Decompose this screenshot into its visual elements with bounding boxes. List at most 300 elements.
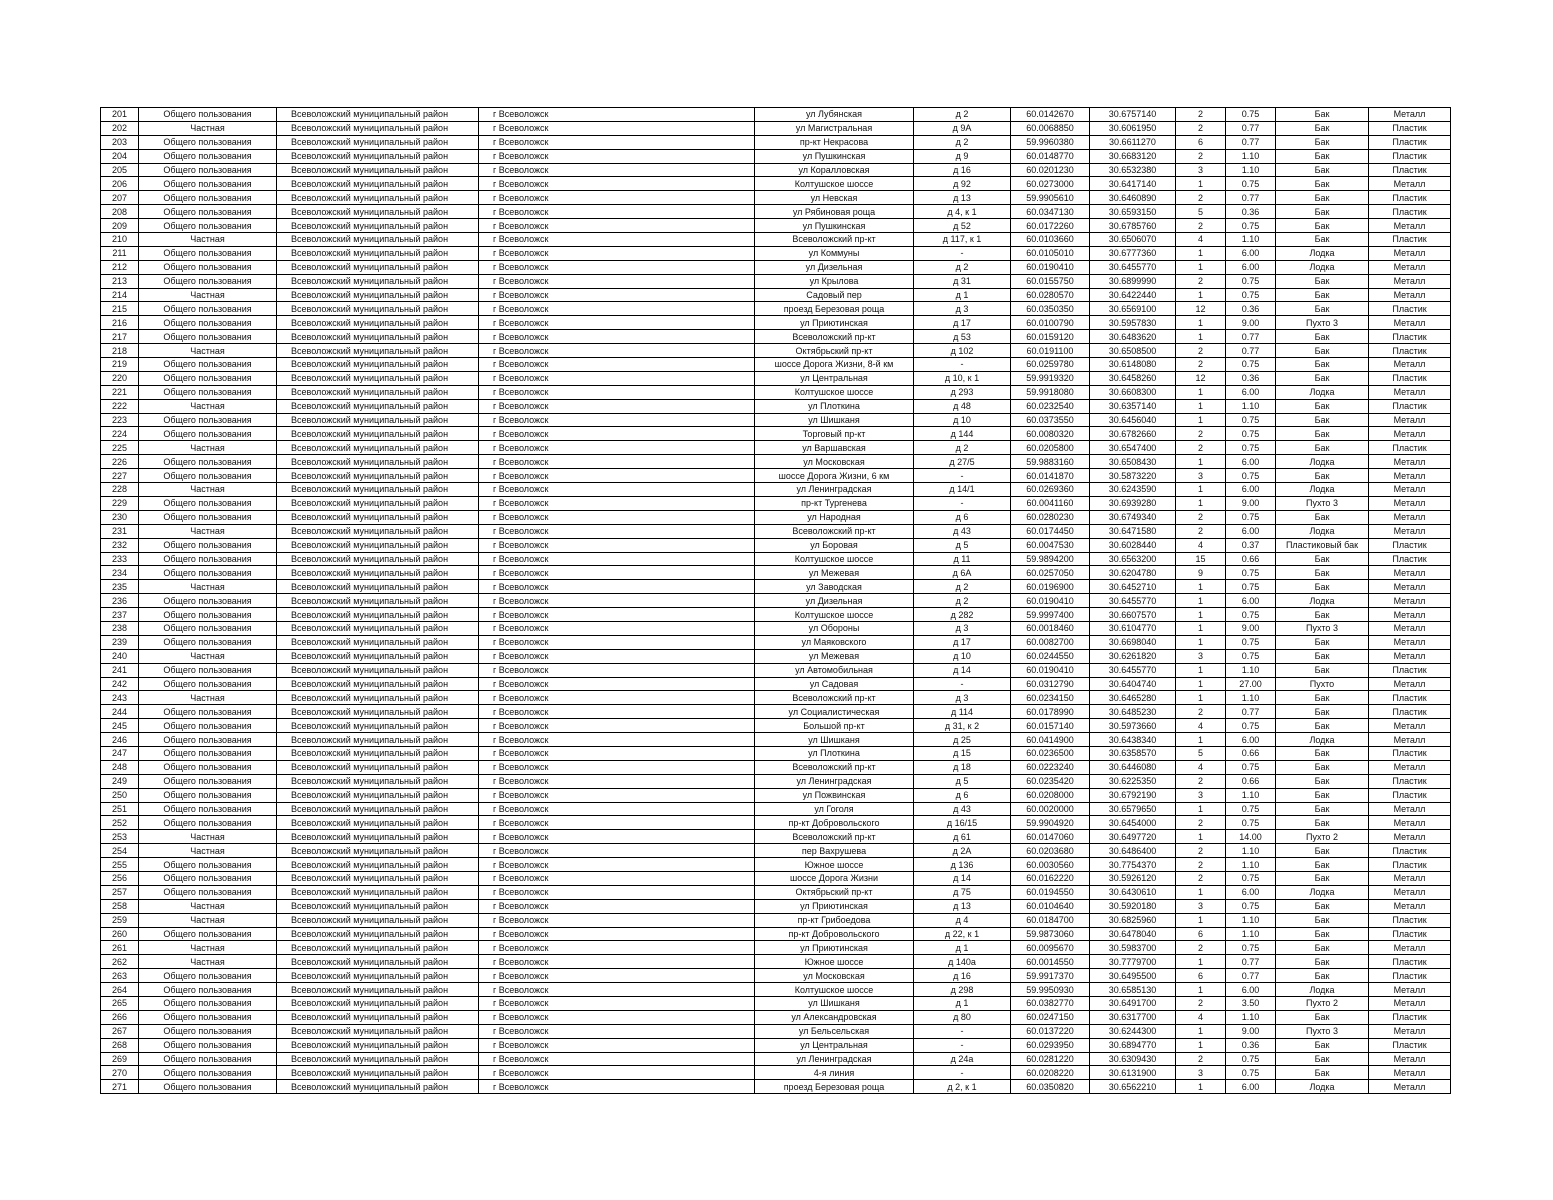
cell-latitude: 60.0350350 (1011, 302, 1090, 316)
cell-street: ул Рябиновая роща (755, 205, 914, 219)
cell-district: Всеволожский муниципальный район (277, 1066, 479, 1080)
cell-container-type: Бак (1276, 274, 1369, 288)
cell-city: г Всеволожск (479, 941, 755, 955)
cell-number: 238 (101, 621, 139, 635)
cell-volume: 0.75 (1226, 413, 1276, 427)
cell-house: д 53 (914, 330, 1011, 344)
cell-district: Всеволожский муниципальный район (277, 899, 479, 913)
cell-container-type: Лодка (1276, 385, 1369, 399)
cell-house: - (914, 677, 1011, 691)
cell-number: 228 (101, 483, 139, 497)
cell-street: ул Приютинская (755, 941, 914, 955)
cell-number: 203 (101, 135, 139, 149)
cell-count: 12 (1176, 302, 1226, 316)
cell-district: Всеволожский муниципальный район (277, 1052, 479, 1066)
cell-ownership: Общего пользования (139, 1080, 277, 1094)
table-row (101, 997, 1451, 1011)
cell-container-type: Бак (1276, 330, 1369, 344)
cell-street: пр-кт Тургенева (755, 496, 914, 510)
cell-latitude: 59.9904920 (1011, 816, 1090, 830)
cell-count: 9 (1176, 566, 1226, 580)
cell-street: ул Приютинская (755, 899, 914, 913)
cell-count: 12 (1176, 371, 1226, 385)
cell-city: г Всеволожск (479, 121, 755, 135)
cell-material: Металл (1369, 594, 1451, 608)
cell-street: ул Шишканя (755, 413, 914, 427)
cell-street: Колтушское шоссе (755, 608, 914, 622)
cell-latitude: 60.0235420 (1011, 774, 1090, 788)
cell-container-type: Бак (1276, 788, 1369, 802)
cell-count: 4 (1176, 538, 1226, 552)
cell-volume: 0.75 (1226, 719, 1276, 733)
cell-longitude: 30.6749340 (1090, 510, 1176, 524)
cell-city: г Всеволожск (479, 496, 755, 510)
cell-city: г Всеволожск (479, 621, 755, 635)
cell-volume: 6.00 (1226, 885, 1276, 899)
cell-count: 1 (1176, 733, 1226, 747)
cell-count: 15 (1176, 552, 1226, 566)
cell-house: д 2 (914, 135, 1011, 149)
cell-volume: 9.00 (1226, 316, 1276, 330)
cell-material: Металл (1369, 510, 1451, 524)
cell-longitude: 30.6483620 (1090, 330, 1176, 344)
cell-number: 208 (101, 205, 139, 219)
cell-house: д 1 (914, 997, 1011, 1011)
table-row (101, 121, 1451, 135)
cell-count: 2 (1176, 121, 1226, 135)
cell-ownership: Общего пользования (139, 219, 277, 233)
cell-latitude: 60.0104640 (1011, 899, 1090, 913)
cell-house: д 6 (914, 788, 1011, 802)
cell-longitude: 30.6357140 (1090, 399, 1176, 413)
cell-district: Всеволожский муниципальный район (277, 746, 479, 760)
cell-number: 230 (101, 510, 139, 524)
cell-longitude: 30.5920180 (1090, 899, 1176, 913)
cell-longitude: 30.6683120 (1090, 149, 1176, 163)
cell-longitude: 30.6225350 (1090, 774, 1176, 788)
cell-city: г Всеволожск (479, 149, 755, 163)
cell-latitude: 60.0137220 (1011, 1024, 1090, 1038)
cell-city: г Всеволожск (479, 746, 755, 760)
cell-house: д 117, к 1 (914, 233, 1011, 247)
cell-latitude: 60.0174450 (1011, 524, 1090, 538)
table-row (101, 552, 1451, 566)
cell-container-type: Бак (1276, 955, 1369, 969)
cell-material: Пластик (1369, 746, 1451, 760)
cell-container-type: Бак (1276, 205, 1369, 219)
cell-city: г Всеволожск (479, 983, 755, 997)
data-sheet (100, 107, 1450, 1094)
cell-city: г Всеволожск (479, 358, 755, 372)
cell-number: 210 (101, 233, 139, 247)
cell-ownership: Общего пользования (139, 997, 277, 1011)
cell-street: ул Бельсельская (755, 1024, 914, 1038)
cell-city: г Всеволожск (479, 1010, 755, 1024)
cell-house: д 298 (914, 983, 1011, 997)
cell-number: 231 (101, 524, 139, 538)
cell-longitude: 30.6454000 (1090, 816, 1176, 830)
cell-street: пр-кт Добровольского (755, 816, 914, 830)
cell-volume: 6.00 (1226, 483, 1276, 497)
cell-ownership: Общего пользования (139, 788, 277, 802)
cell-street: пер Вахрушева (755, 844, 914, 858)
cell-count: 1 (1176, 399, 1226, 413)
cell-volume: 0.75 (1226, 941, 1276, 955)
table-row (101, 288, 1451, 302)
cell-material: Металл (1369, 413, 1451, 427)
cell-number: 240 (101, 649, 139, 663)
cell-ownership: Общего пользования (139, 177, 277, 191)
cell-house: - (914, 358, 1011, 372)
cell-street: шоссе Дорога Жизни, 6 км (755, 469, 914, 483)
cell-number: 264 (101, 983, 139, 997)
cell-latitude: 59.9960380 (1011, 135, 1090, 149)
cell-number: 221 (101, 385, 139, 399)
cell-number: 233 (101, 552, 139, 566)
cell-longitude: 30.6243590 (1090, 483, 1176, 497)
cell-city: г Всеволожск (479, 733, 755, 747)
cell-ownership: Общего пользования (139, 969, 277, 983)
cell-material: Пластик (1369, 121, 1451, 135)
cell-district: Всеволожский муниципальный район (277, 1080, 479, 1094)
cell-count: 1 (1176, 635, 1226, 649)
cell-longitude: 30.6422440 (1090, 288, 1176, 302)
cell-count: 1 (1176, 483, 1226, 497)
cell-ownership: Общего пользования (139, 635, 277, 649)
cell-count: 1 (1176, 1080, 1226, 1094)
cell-street: ул Ленинградская (755, 774, 914, 788)
cell-district: Всеволожский муниципальный район (277, 163, 479, 177)
table-row (101, 358, 1451, 372)
cell-material: Пластик (1369, 538, 1451, 552)
cell-container-type: Пухто 3 (1276, 316, 1369, 330)
cell-longitude: 30.6456040 (1090, 413, 1176, 427)
cell-street: Южное шоссе (755, 955, 914, 969)
cell-volume: 0.75 (1226, 274, 1276, 288)
cell-container-type: Бак (1276, 802, 1369, 816)
cell-city: г Всеволожск (479, 1066, 755, 1080)
cell-number: 236 (101, 594, 139, 608)
cell-volume: 0.36 (1226, 205, 1276, 219)
cell-material: Пластик (1369, 233, 1451, 247)
table-row (101, 927, 1451, 941)
cell-number: 258 (101, 899, 139, 913)
cell-house: д 144 (914, 427, 1011, 441)
cell-house: д 11 (914, 552, 1011, 566)
cell-house: д 14 (914, 663, 1011, 677)
table-row (101, 469, 1451, 483)
cell-container-type: Бак (1276, 552, 1369, 566)
cell-city: г Всеволожск (479, 677, 755, 691)
cell-volume: 0.66 (1226, 746, 1276, 760)
cell-city: г Всеволожск (479, 427, 755, 441)
cell-city: г Всеволожск (479, 705, 755, 719)
cell-latitude: 60.0347130 (1011, 205, 1090, 219)
cell-container-type: Бак (1276, 233, 1369, 247)
cell-city: г Всеволожск (479, 135, 755, 149)
cell-count: 1 (1176, 983, 1226, 997)
cell-container-type: Бак (1276, 760, 1369, 774)
cell-ownership: Общего пользования (139, 802, 277, 816)
cell-street: ул Садовая (755, 677, 914, 691)
cell-house: д 14 (914, 871, 1011, 885)
cell-latitude: 60.0020000 (1011, 802, 1090, 816)
cell-number: 268 (101, 1038, 139, 1052)
cell-number: 259 (101, 913, 139, 927)
cell-house: д 5 (914, 774, 1011, 788)
cell-longitude: 30.6452710 (1090, 580, 1176, 594)
cell-number: 225 (101, 441, 139, 455)
cell-ownership: Общего пользования (139, 552, 277, 566)
cell-street: ул Пожвинская (755, 788, 914, 802)
cell-volume: 6.00 (1226, 1080, 1276, 1094)
cell-district: Всеволожский муниципальный район (277, 830, 479, 844)
cell-volume: 0.36 (1226, 371, 1276, 385)
cell-container-type: Бак (1276, 121, 1369, 135)
cell-material: Пластик (1369, 552, 1451, 566)
table-row (101, 1024, 1451, 1038)
cell-longitude: 30.6508430 (1090, 455, 1176, 469)
cell-volume: 6.00 (1226, 594, 1276, 608)
cell-longitude: 30.6611270 (1090, 135, 1176, 149)
cell-latitude: 60.0147060 (1011, 830, 1090, 844)
cell-material: Металл (1369, 1080, 1451, 1094)
cell-street: ул Коралловская (755, 163, 914, 177)
cell-district: Всеволожский муниципальный район (277, 177, 479, 191)
cell-material: Пластик (1369, 344, 1451, 358)
cell-longitude: 30.6495500 (1090, 969, 1176, 983)
cell-ownership: Частная (139, 288, 277, 302)
cell-street: ул Центральная (755, 371, 914, 385)
table-row (101, 330, 1451, 344)
cell-number: 250 (101, 788, 139, 802)
cell-count: 2 (1176, 274, 1226, 288)
cell-volume: 0.37 (1226, 538, 1276, 552)
cell-volume: 0.77 (1226, 705, 1276, 719)
cell-latitude: 60.0244550 (1011, 649, 1090, 663)
cell-street: ул Обороны (755, 621, 914, 635)
cell-district: Всеволожский муниципальный район (277, 205, 479, 219)
cell-street: ул Заводская (755, 580, 914, 594)
cell-street: ул Пушкинская (755, 149, 914, 163)
cell-volume: 9.00 (1226, 621, 1276, 635)
cell-city: г Всеволожск (479, 219, 755, 233)
cell-number: 271 (101, 1080, 139, 1094)
cell-container-type: Бак (1276, 1010, 1369, 1024)
cell-longitude: 30.6532380 (1090, 163, 1176, 177)
cell-district: Всеволожский муниципальный район (277, 399, 479, 413)
cell-volume: 6.00 (1226, 524, 1276, 538)
cell-container-type: Бак (1276, 371, 1369, 385)
cell-district: Всеволожский муниципальный район (277, 302, 479, 316)
cell-house: - (914, 246, 1011, 260)
cell-street: ул Шишканя (755, 997, 914, 1011)
cell-city: г Всеволожск (479, 177, 755, 191)
cell-number: 212 (101, 260, 139, 274)
cell-count: 1 (1176, 802, 1226, 816)
cell-ownership: Общего пользования (139, 385, 277, 399)
cell-container-type: Бак (1276, 566, 1369, 580)
cell-street: ул Народная (755, 510, 914, 524)
cell-house: д 31 (914, 274, 1011, 288)
cell-street: ул Невская (755, 191, 914, 205)
cell-volume: 0.66 (1226, 774, 1276, 788)
cell-ownership: Общего пользования (139, 1052, 277, 1066)
cell-latitude: 60.0414900 (1011, 733, 1090, 747)
cell-number: 216 (101, 316, 139, 330)
cell-latitude: 60.0190410 (1011, 663, 1090, 677)
cell-house: д 9 (914, 149, 1011, 163)
cell-volume: 14.00 (1226, 830, 1276, 844)
table-row (101, 260, 1451, 274)
cell-volume: 0.77 (1226, 330, 1276, 344)
cell-container-type: Бак (1276, 219, 1369, 233)
cell-ownership: Общего пользования (139, 774, 277, 788)
cell-house: д 24а (914, 1052, 1011, 1066)
cell-longitude: 30.6471580 (1090, 524, 1176, 538)
cell-house: д 1 (914, 941, 1011, 955)
cell-container-type: Бак (1276, 746, 1369, 760)
table-row (101, 538, 1451, 552)
cell-city: г Всеволожск (479, 233, 755, 247)
cell-count: 3 (1176, 899, 1226, 913)
cell-latitude: 60.0082700 (1011, 635, 1090, 649)
cell-longitude: 30.6244300 (1090, 1024, 1176, 1038)
cell-latitude: 60.0184700 (1011, 913, 1090, 927)
cell-street: ул Крылова (755, 274, 914, 288)
cell-street: Всеволожский пр-кт (755, 524, 914, 538)
cell-city: г Всеволожск (479, 205, 755, 219)
cell-house: д 10, к 1 (914, 371, 1011, 385)
cell-house: д 6 (914, 510, 1011, 524)
cell-count: 2 (1176, 524, 1226, 538)
cell-house: д 136 (914, 858, 1011, 872)
cell-latitude: 60.0280570 (1011, 288, 1090, 302)
cell-street: Большой пр-кт (755, 719, 914, 733)
cell-material: Металл (1369, 566, 1451, 580)
cell-house: д 27/5 (914, 455, 1011, 469)
cell-longitude: 30.6478040 (1090, 927, 1176, 941)
cell-district: Всеволожский муниципальный район (277, 705, 479, 719)
table-row (101, 580, 1451, 594)
cell-latitude: 60.0234150 (1011, 691, 1090, 705)
cell-volume: 0.77 (1226, 121, 1276, 135)
cell-material: Металл (1369, 385, 1451, 399)
cell-house: д 102 (914, 344, 1011, 358)
cell-longitude: 30.6458260 (1090, 371, 1176, 385)
cell-container-type: Лодка (1276, 524, 1369, 538)
cell-house: д 3 (914, 621, 1011, 635)
cell-count: 2 (1176, 510, 1226, 524)
cell-longitude: 30.6569100 (1090, 302, 1176, 316)
cell-district: Всеволожский муниципальный район (277, 135, 479, 149)
cell-district: Всеволожский муниципальный район (277, 1010, 479, 1024)
cell-longitude: 30.6777360 (1090, 246, 1176, 260)
cell-latitude: 60.0350820 (1011, 1080, 1090, 1094)
cell-count: 1 (1176, 663, 1226, 677)
cell-count: 2 (1176, 705, 1226, 719)
cell-volume: 0.75 (1226, 760, 1276, 774)
table-row (101, 677, 1451, 691)
cell-count: 3 (1176, 163, 1226, 177)
cell-container-type: Лодка (1276, 1080, 1369, 1094)
cell-container-type: Пухто 2 (1276, 830, 1369, 844)
cell-number: 220 (101, 371, 139, 385)
cell-street: ул Александровская (755, 1010, 914, 1024)
cell-count: 1 (1176, 621, 1226, 635)
cell-number: 243 (101, 691, 139, 705)
cell-material: Металл (1369, 496, 1451, 510)
cell-count: 2 (1176, 358, 1226, 372)
cell-material: Металл (1369, 719, 1451, 733)
cell-latitude: 60.0293950 (1011, 1038, 1090, 1052)
cell-volume: 6.00 (1226, 385, 1276, 399)
cell-city: г Всеволожск (479, 288, 755, 302)
cell-ownership: Общего пользования (139, 246, 277, 260)
cell-material: Металл (1369, 177, 1451, 191)
cell-ownership: Частная (139, 233, 277, 247)
cell-number: 249 (101, 774, 139, 788)
cell-city: г Всеволожск (479, 469, 755, 483)
cell-count: 1 (1176, 1038, 1226, 1052)
cell-latitude: 59.9894200 (1011, 552, 1090, 566)
cell-house: д 52 (914, 219, 1011, 233)
cell-district: Всеволожский муниципальный район (277, 816, 479, 830)
cell-material: Пластик (1369, 844, 1451, 858)
cell-house: д 25 (914, 733, 1011, 747)
cell-volume: 1.10 (1226, 1010, 1276, 1024)
table-row (101, 858, 1451, 872)
table-row (101, 885, 1451, 899)
cell-volume: 0.75 (1226, 816, 1276, 830)
cell-district: Всеволожский муниципальный район (277, 538, 479, 552)
cell-volume: 1.10 (1226, 927, 1276, 941)
cell-volume: 1.10 (1226, 844, 1276, 858)
cell-house: д 31, к 2 (914, 719, 1011, 733)
cell-ownership: Общего пользования (139, 108, 277, 122)
cell-longitude: 30.6404740 (1090, 677, 1176, 691)
cell-street: проезд Березовая роща (755, 1080, 914, 1094)
cell-container-type: Бак (1276, 191, 1369, 205)
cell-street: ул Межевая (755, 566, 914, 580)
cell-material: Металл (1369, 469, 1451, 483)
table-row (101, 316, 1451, 330)
cell-number: 254 (101, 844, 139, 858)
cell-material: Пластик (1369, 858, 1451, 872)
cell-material: Металл (1369, 677, 1451, 691)
table-row (101, 746, 1451, 760)
cell-ownership: Общего пользования (139, 205, 277, 219)
cell-ownership: Общего пользования (139, 594, 277, 608)
cell-city: г Всеволожск (479, 691, 755, 705)
cell-material: Пластик (1369, 163, 1451, 177)
cell-city: г Всеволожск (479, 955, 755, 969)
cell-number: 201 (101, 108, 139, 122)
cell-longitude: 30.6792190 (1090, 788, 1176, 802)
cell-district: Всеволожский муниципальный район (277, 191, 479, 205)
cell-ownership: Общего пользования (139, 510, 277, 524)
cell-count: 2 (1176, 149, 1226, 163)
cell-latitude: 60.0259780 (1011, 358, 1090, 372)
cell-volume: 0.75 (1226, 635, 1276, 649)
cell-city: г Всеволожск (479, 455, 755, 469)
cell-city: г Всеволожск (479, 566, 755, 580)
cell-city: г Всеволожск (479, 1080, 755, 1094)
table-row (101, 205, 1451, 219)
cell-latitude: 60.0194550 (1011, 885, 1090, 899)
cell-material: Пластик (1369, 1038, 1451, 1052)
cell-longitude: 30.6486400 (1090, 844, 1176, 858)
